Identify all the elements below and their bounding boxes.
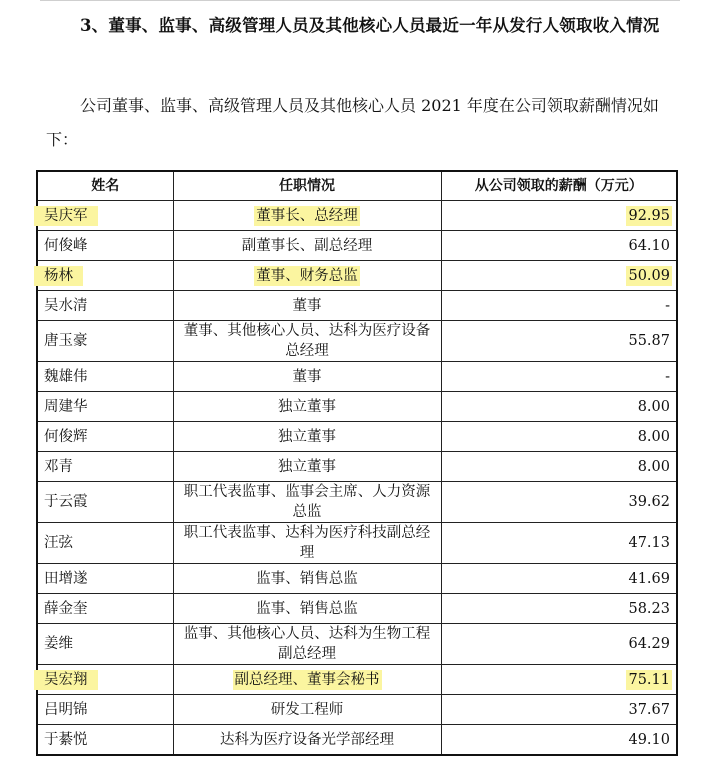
name-cell [37, 725, 173, 756]
salary-cell-text: 8.00 [637, 398, 670, 415]
name-cell-text: 邓青 [44, 458, 73, 475]
table-row [37, 392, 677, 422]
name-cell [37, 594, 173, 624]
salary-table [36, 170, 678, 756]
name-cell [37, 452, 173, 482]
position-cell [173, 695, 441, 725]
position-cell [173, 321, 441, 362]
name-cell-text: 于綦悦 [44, 731, 88, 748]
position-cell [173, 482, 441, 523]
position-cell [173, 362, 441, 392]
header-position: 任职情况 [173, 171, 441, 201]
salary-cell [441, 422, 677, 452]
salary-cell-text: 92.95 [628, 207, 670, 224]
table-row [37, 291, 677, 321]
header-name: 姓名 [37, 171, 173, 201]
position-cell [173, 594, 441, 624]
name-cell-text: 于云霞 [44, 494, 88, 510]
position-cell-text: 副董事长、副总经理 [241, 237, 373, 254]
salary-cell-text: 58.23 [628, 600, 670, 617]
intro-paragraph: 公司董事、监事、高级管理人员及其他核心人员 2021 年度在公司领取薪酬情况如下： [46, 96, 659, 149]
name-cell [37, 523, 173, 564]
name-cell-text: 吴水清 [44, 297, 88, 314]
name-cell [37, 231, 173, 261]
salary-cell [441, 594, 677, 624]
name-cell-text: 魏雄伟 [44, 368, 88, 385]
table-row [37, 624, 677, 665]
salary-cell-text: 47.13 [628, 535, 670, 551]
salary-cell-text: 64.10 [628, 237, 670, 254]
salary-cell [441, 291, 677, 321]
name-cell [37, 422, 173, 452]
name-cell [37, 261, 173, 291]
position-cell-text: 董事长、总经理 [256, 207, 358, 224]
position-cell-text: 监事、其他核心人员、达科为生物工程副总经理 [183, 626, 431, 662]
salary-cell-text: 55.87 [628, 333, 670, 349]
name-cell [37, 362, 173, 392]
salary-cell-text: - [665, 368, 670, 385]
name-cell-text: 吴宏翔 [36, 672, 96, 688]
salary-cell [441, 452, 677, 482]
name-cell-text: 汪弦 [44, 535, 73, 551]
table-row [37, 362, 677, 392]
table-row [37, 321, 677, 362]
position-cell [173, 392, 441, 422]
table-body [37, 201, 677, 756]
name-cell [37, 201, 173, 231]
table-row [37, 695, 677, 725]
position-cell-text: 达科为医疗设备光学部经理 [220, 731, 394, 748]
name-cell-text: 姜维 [44, 636, 73, 652]
salary-cell [441, 695, 677, 725]
salary-cell [441, 482, 677, 523]
salary-cell [441, 624, 677, 665]
salary-cell [441, 665, 677, 695]
name-cell [37, 624, 173, 665]
table-row [37, 594, 677, 624]
salary-cell-text: - [665, 297, 670, 314]
name-cell-text: 唐玉豪 [44, 333, 88, 349]
top-rule [40, 0, 680, 1]
position-cell [173, 624, 441, 665]
name-cell [37, 321, 173, 362]
salary-cell [441, 321, 677, 362]
position-cell-text: 独立董事 [278, 428, 336, 445]
salary-cell-text: 49.10 [628, 731, 670, 748]
position-cell-text: 董事 [292, 368, 322, 385]
position-cell-text: 董事 [292, 297, 322, 314]
table-row [37, 201, 677, 231]
name-cell-text: 何俊辉 [44, 428, 88, 445]
salary-cell-text: 75.11 [628, 671, 670, 688]
position-cell [173, 291, 441, 321]
name-cell-text: 何俊峰 [44, 237, 88, 254]
salary-cell-text: 64.29 [628, 636, 670, 652]
position-cell-text: 董事、财务总监 [256, 267, 358, 284]
position-cell-text: 副总经理、董事会秘书 [234, 671, 380, 688]
position-cell-text: 独立董事 [278, 458, 336, 475]
position-cell [173, 725, 441, 756]
position-cell [173, 452, 441, 482]
name-cell [37, 695, 173, 725]
table-row [37, 261, 677, 291]
salary-cell [441, 523, 677, 564]
salary-cell-text: 8.00 [637, 428, 670, 445]
name-cell-text: 田增遂 [44, 570, 88, 587]
table-row [37, 482, 677, 523]
name-cell [37, 564, 173, 594]
position-cell [173, 261, 441, 291]
position-cell-text: 研发工程师 [270, 701, 344, 718]
table-row [37, 523, 677, 564]
salary-cell [441, 201, 677, 231]
position-cell-text: 监事、销售总监 [256, 570, 358, 587]
position-cell-text: 职工代表监事、达科为医疗科技副总经理 [183, 525, 431, 561]
position-cell [173, 231, 441, 261]
header-salary: 从公司领取的薪酬（万元） [441, 171, 677, 201]
position-cell-text: 董事、其他核心人员、达科为医疗设备总经理 [183, 323, 431, 359]
salary-cell [441, 261, 677, 291]
position-cell-text: 独立董事 [278, 398, 336, 415]
name-cell [37, 291, 173, 321]
name-cell [37, 482, 173, 523]
position-cell-text: 职工代表监事、监事会主席、人力资源总监 [183, 484, 431, 520]
name-cell-text: 吕明锦 [44, 701, 88, 718]
salary-cell [441, 231, 677, 261]
name-cell-text: 杨林 [36, 268, 81, 284]
position-cell [173, 564, 441, 594]
salary-cell [441, 392, 677, 422]
name-cell [37, 665, 173, 695]
salary-cell-text: 50.09 [628, 267, 670, 284]
position-cell [173, 201, 441, 231]
table-row [37, 564, 677, 594]
salary-cell [441, 564, 677, 594]
name-cell-text: 薛金奎 [44, 600, 88, 617]
salary-cell-text: 41.69 [628, 570, 670, 587]
salary-cell-text: 8.00 [637, 458, 670, 475]
table-header-row [37, 171, 677, 201]
salary-cell [441, 362, 677, 392]
name-cell [37, 392, 173, 422]
table-row [37, 422, 677, 452]
section-heading: 3、董事、监事、高级管理人员及其他核心人员最近一年从发行人领取收入情况 [80, 16, 660, 35]
name-cell-text: 吴庆军 [36, 208, 96, 224]
table-row [37, 452, 677, 482]
table-row [37, 665, 677, 695]
salary-cell [441, 725, 677, 756]
position-cell-text: 监事、销售总监 [256, 600, 358, 617]
table-row [37, 725, 677, 756]
position-cell [173, 665, 441, 695]
table-row [37, 231, 677, 261]
name-cell-text: 周建华 [44, 398, 88, 415]
salary-cell-text: 39.62 [628, 494, 670, 510]
position-cell [173, 523, 441, 564]
salary-cell-text: 37.67 [628, 701, 670, 718]
position-cell [173, 422, 441, 452]
